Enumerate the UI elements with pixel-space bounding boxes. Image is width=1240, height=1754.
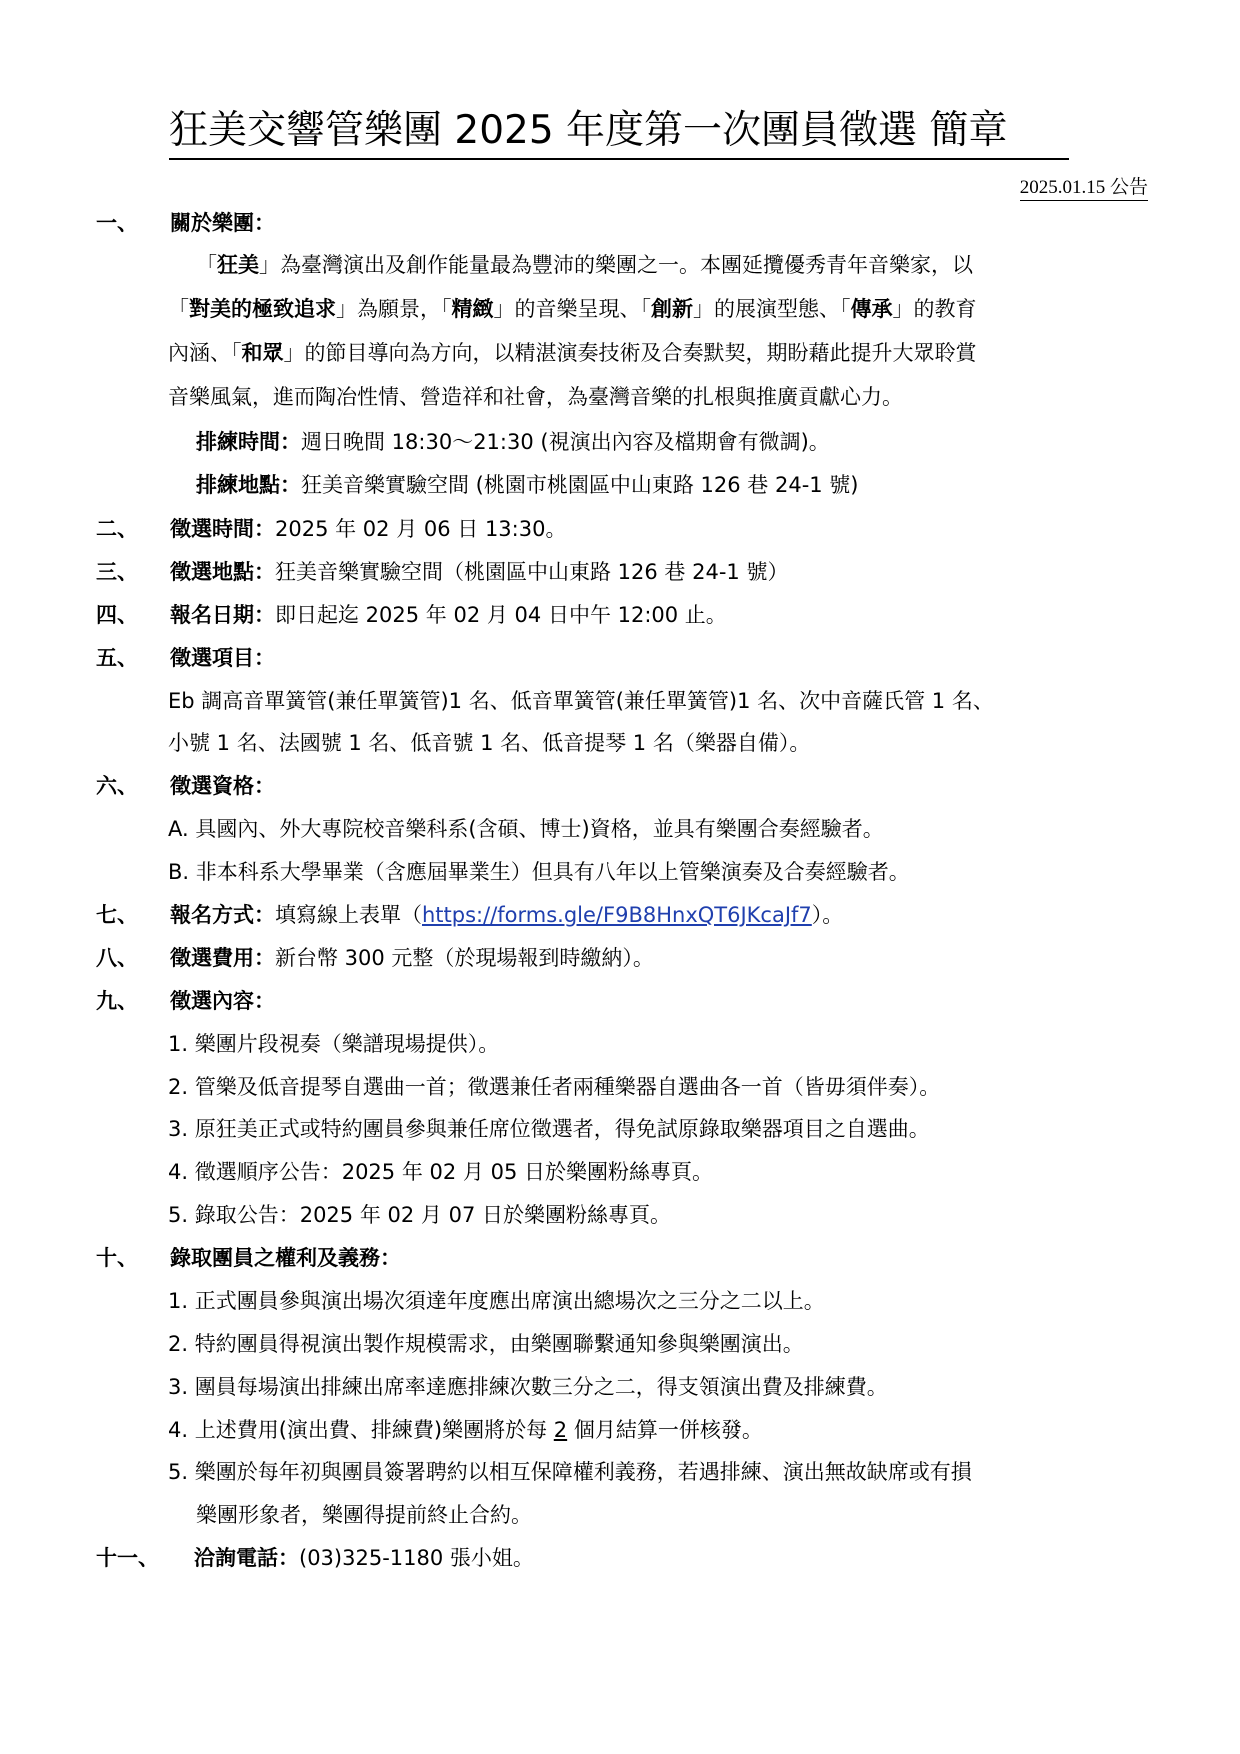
rehearsal-time: 排練時間：週日晚間 18:30～21:30 (視演出內容及檔期會有微調)。 <box>196 430 830 454</box>
content-item: 4. 徵選順序公告：2025 年 02 月 05 日於樂團粉絲專頁。 <box>168 1160 713 1184</box>
audition-items-line-2: 小號 1 名、法國號 1 名、低音號 1 名、低音提琴 1 名（樂器自備）。 <box>168 731 811 755</box>
qualification-a: A. 具國內、外大專院校音樂科系(含碩、博士)資格，並具有樂團合奏經驗者。 <box>168 817 884 841</box>
rights-item-continued: 樂團形象者，樂團得提前終止合約。 <box>196 1503 532 1527</box>
qualification-b: B. 非本科系大學畢業（含應屆畢業生）但具有八年以上管樂演奏及合奏經驗者。 <box>168 860 910 884</box>
section-number: 一、 <box>96 211 138 235</box>
rights-item: 3. 團員每場演出排練出席率達應排練次數三分之二，得支領演出費及排練費。 <box>168 1375 888 1399</box>
rights-item: 5. 樂團於每年初與團員簽署聘約以相互保障權利義務，若遇排練、演出無故缺席或有損 <box>168 1460 972 1484</box>
rights-item: 1. 正式團員參與演出場次須達年度應出席演出總場次之三分之二以上。 <box>168 1289 825 1313</box>
section-heading: 關於樂團： <box>170 211 275 235</box>
about-paragraph <box>168 243 1148 419</box>
about-line-1: 「狂美」為臺灣演出及創作能量最為豐沛的樂團之一。本團延攬優秀青年音樂家，以 <box>196 253 973 277</box>
content-item: 3. 原狂美正式或特約團員參與兼任席位徵選者，得免試原錄取樂器項目之自選曲。 <box>168 1117 930 1141</box>
about-line-2: 「對美的極致追求」為願景，「精緻」的音樂呈現、「創新」的展演型態、「傳承」的教育 <box>168 297 977 321</box>
audition-items-line-1: Eb 調高音單簧管(兼任單簧管)1 名、低音單簧管(兼任單簧管)1 名、次中音薩氏管 1 名、 <box>168 689 994 713</box>
document-page: 狂美交響管樂團 2025 年度第一次團員徵選 簡章 2025.01.15 公告 一、 關於樂團： 「狂美」為臺灣演出及創作能量最為豐沛的樂團之一。本團延攬優秀青年音樂家，以 「對美的極致追求」為願景，「精緻」的音樂呈現、「創新」的展演型態、「傳承」的教育 內涵、「和眾」的節目導向為方向，以精湛演奏技術及合奏默契，期盼藉此提升大眾聆賞 音樂風氣，進而陶冶性情、營造祥和社會，為臺灣音樂的扎根與推廣貢獻心力。 排練時間：週日晚間 18:30～21:30 (視演出內容及檔期會有微調)。 排練地點：狂美音樂實驗空間 (桃園市桃園區中山東路 126 巷 24-1 號) 二、 徵選時間：2025 年 02 月 06 日 13:30。 三、 徵選地點：狂美音樂實驗空間（桃園區中山東路 126 巷 24-1 號） 四、 報名日期：即日起迄 2025 年 02 月 04 日中午 12:00 止。 五、 徵選項目： Eb 調高音單簧管(兼任單簧管)1 名、低音單簧管(兼任單簧管)1 名、次中音薩氏管 1 名、 小號 1 名、法國號 1 名、低音號 1 名、低音提琴 1 名（樂器自備）。 六、 徵選資格： A. 具國內、外大專院校音樂科系(含碩、博士)資格，並具有樂團合奏經驗者。 B. 非本科系大學畢業（含應屆畢業生）但具有八年以上管樂演奏及合奏經驗者。 七、 報名方式：填寫線上表單（https://forms.gle/F9B8HnxQT6JKcaJf7）。 八、 徵選費用：新台幣 300 元整（於現場報到時繳納）。 九、 徵選內容： 1. 樂團片段視奏（樂譜現場提供）。 2. 管樂及低音提琴自選曲一首；徵選兼任者兩種樂器自選曲各一首（皆毋須伴奏）。 3. 原狂美正式或特約團員參與兼任席位徵選者，得免試原錄取樂器項目之自選曲。 4. 徵選順序公告：2025 年 02 月 05 日於樂團粉絲專頁。 5. 錄取公告：2025 年 02 月 07 日於樂團粉絲專頁。 十、 錄取團員之權利及義務： 1. 正式團員參與演出場次須達年度應出席演出總場次之三分之二以上。 2. 特約團員得視演出製作規模需求，由樂團聯繫通知參與樂團演出。 3. 團員每場演出排練出席率達應排練次數三分之二，得支領演出費及排練費。 4. 上述費用(演出費、排練費)樂團將於每 2 個月結算一併核發。 5. 樂團於每年初與團員簽署聘約以相互保障權利義務，若遇排練、演出無故缺席或有損 樂團形象者，樂團得提前終止合約。 十一、 洽詢電話：(03)325-1180 張小姐。 <box>0 0 1240 1754</box>
rights-item: 2. 特約團員得視演出製作規模需求，由樂團聯繫通知參與樂團演出。 <box>168 1332 804 1356</box>
content-item: 2. 管樂及低音提琴自選曲一首；徵選兼任者兩種樂器自選曲各一首（皆毋須伴奏）。 <box>168 1075 941 1099</box>
content-item: 5. 錄取公告：2025 年 02 月 07 日於樂團粉絲專頁。 <box>168 1203 671 1227</box>
rights-item: 4. 上述費用(演出費、排練費)樂團將於每 2 個月結算一併核發。 <box>168 1418 763 1442</box>
about-line-4: 音樂風氣，進而陶冶性情、營造祥和社會，為臺灣音樂的扎根與推廣貢獻心力。 <box>168 385 903 409</box>
signup-form-link[interactable]: https://forms.gle/F9B8HnxQT6JKcaJf7 <box>422 903 812 927</box>
rehearsal-place: 排練地點：狂美音樂實驗空間 (桃園市桃園區中山東路 126 巷 24-1 號) <box>196 473 859 497</box>
content-item: 1. 樂團片段視奏（樂譜現場提供）。 <box>168 1032 500 1056</box>
announce-date: 2025.01.15 公告 <box>1020 176 1148 201</box>
document-title: 狂美交響管樂團 2025 年度第一次團員徵選 簡章 <box>169 104 1069 160</box>
about-line-3: 內涵、「和眾」的節目導向為方向，以精湛演奏技術及合奏默契，期盼藉此提升大眾聆賞 <box>168 341 977 365</box>
